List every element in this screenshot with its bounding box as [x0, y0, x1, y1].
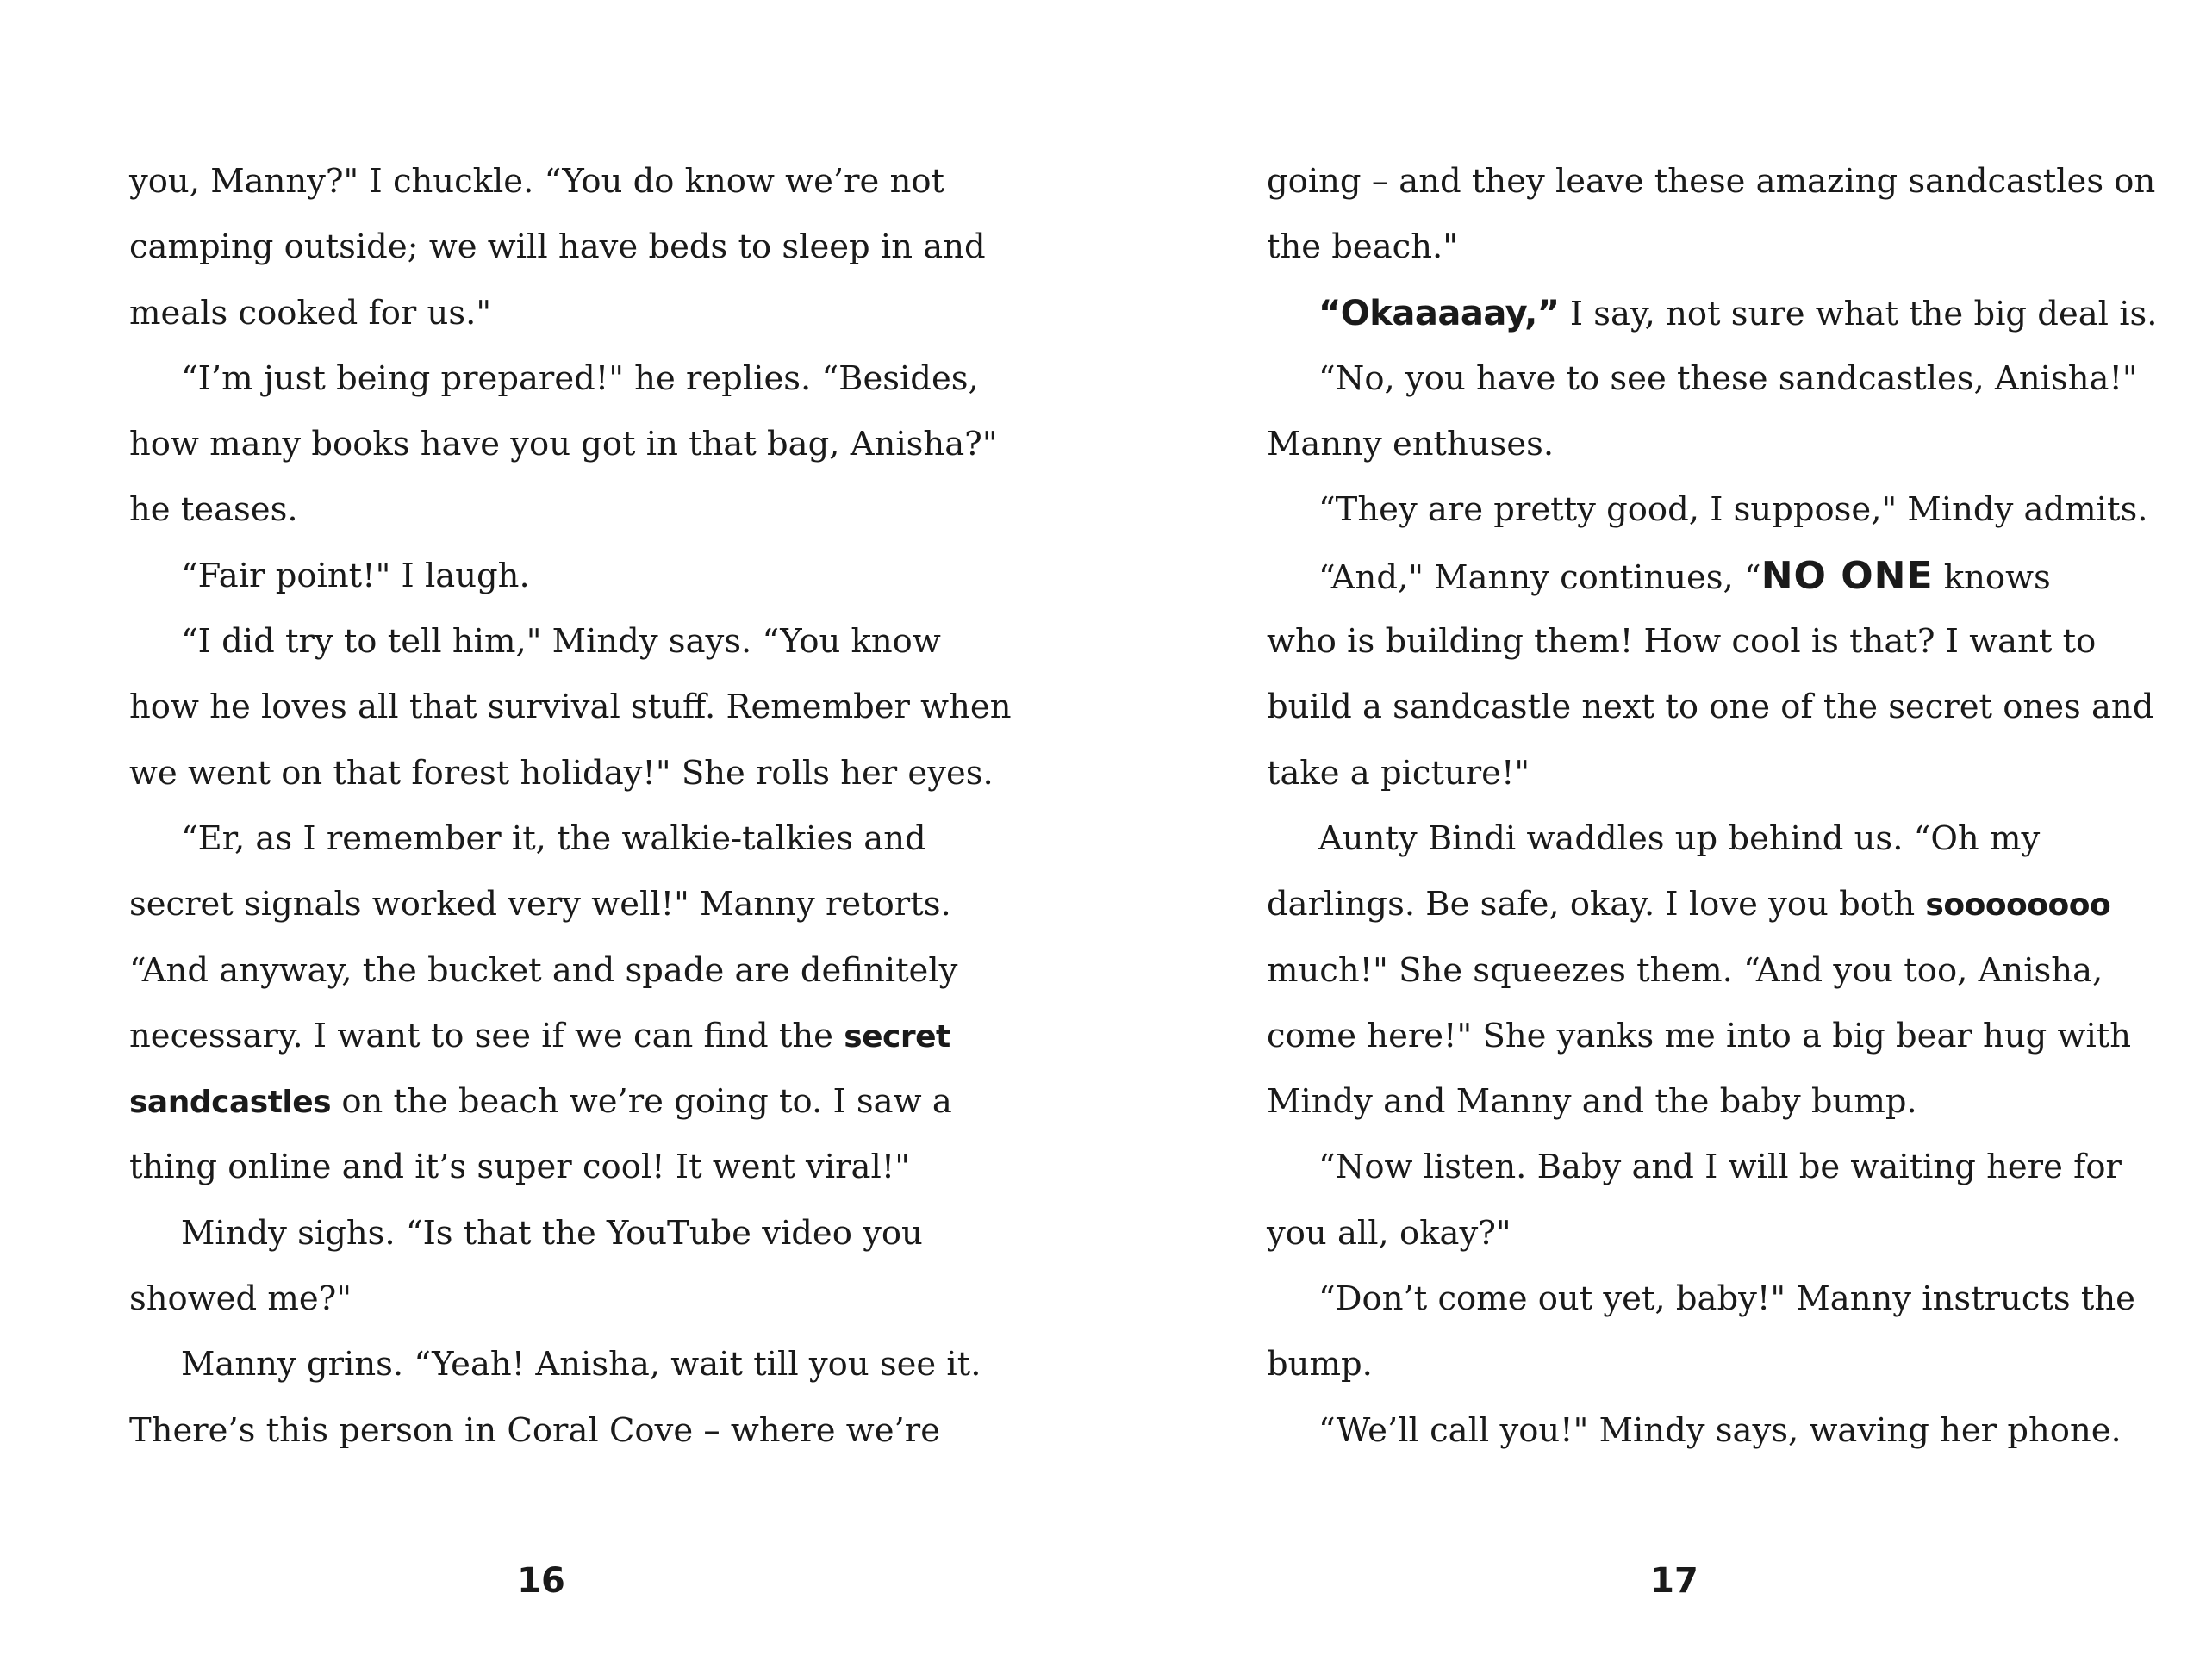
text-line	[129, 229, 991, 295]
body-text: take a picture!"	[1267, 753, 1530, 793]
body-text: he teases.	[129, 490, 298, 530]
body-text: There’s this person in Coral Cove – where we’re	[129, 1410, 940, 1450]
body-text: Mindy and Manny and the baby bump.	[1267, 1082, 1917, 1122]
body-text: Aunty Bindi waddles up behind us. “Oh my	[1318, 818, 2041, 858]
text-line	[1267, 753, 2128, 821]
text-line	[1267, 950, 2128, 1018]
text-line	[129, 425, 998, 492]
body-text: “We’ll call you!" Mindy says, waving her phone.	[1318, 1410, 2122, 1450]
text-line	[1267, 358, 2138, 426]
body-text: much!" She squeezes them. “And you too, Anisha,	[1267, 950, 2103, 990]
text-line	[129, 293, 991, 361]
text-line	[1267, 490, 2148, 557]
body-text: who is building them! How cool is that? I want to	[1267, 622, 2097, 662]
text-line	[129, 1410, 991, 1478]
body-text: “I’m just being prepared!" he replies. “Besides,	[181, 358, 979, 398]
body-text: you all, okay?"	[1267, 1213, 1511, 1253]
body-text: necessary. I want to see if we can find the	[129, 1016, 844, 1055]
text-line	[1267, 293, 2158, 361]
left-page-body	[129, 162, 1012, 1478]
body-text: knows	[1933, 557, 2051, 597]
body-text: come here!" She yanks me into a big bear hug with	[1267, 1016, 2132, 1055]
page-number-right: 17	[1650, 1561, 1698, 1601]
text-line	[129, 1084, 991, 1149]
text-line	[129, 688, 1012, 755]
body-text: “Now listen. Baby and I will be waiting here for	[1318, 1148, 2122, 1187]
text-line	[1267, 229, 2128, 295]
body-text: going – and they leave these amazing sandcastles on	[1267, 162, 2156, 201]
emphasis-text: soooooooo	[1925, 887, 2111, 924]
body-text: darlings. Be safe, okay. I love you both	[1267, 885, 1926, 924]
body-text: camping outside; we will have beds to sleep in and	[129, 227, 986, 267]
text-line	[129, 1347, 991, 1412]
emphasis-text: NO ONE	[1760, 553, 1934, 598]
text-line	[129, 492, 991, 557]
text-line	[129, 1149, 991, 1215]
body-text: Manny enthuses.	[1267, 425, 1555, 464]
body-text: “I did try to tell him," Mindy says. “You know	[181, 622, 941, 662]
body-text: “Don’t come out yet, baby!" Manny instructs the	[1318, 1279, 2135, 1319]
body-text: thing online and it’s super cool! It went viral!"	[129, 1148, 910, 1187]
body-text: the beach."	[1267, 227, 1458, 267]
body-text: “They are pretty good, I suppose," Mindy admits.	[1318, 490, 2148, 530]
text-line	[1267, 1410, 2128, 1478]
right-page-body	[1267, 162, 2158, 1478]
text-line	[129, 950, 991, 1018]
body-text: I say, not sure what the big deal is.	[1559, 294, 2158, 333]
text-line	[1267, 1016, 2132, 1084]
text-line	[129, 358, 991, 426]
text-line	[129, 1281, 991, 1347]
body-text: you, Manny?" I chuckle. “You do know we’re not	[129, 162, 945, 201]
text-line	[1267, 1347, 2128, 1412]
body-text: “Fair point!" I laugh.	[181, 556, 530, 595]
text-line	[129, 164, 991, 229]
emphasis-text: secret	[844, 1018, 950, 1055]
page-number-left: 16	[517, 1561, 565, 1601]
emphasis-text: sandcastles	[129, 1085, 332, 1121]
text-line	[1267, 1149, 2128, 1215]
text-line	[1267, 1279, 2135, 1347]
text-line	[1267, 818, 2128, 887]
text-line	[1267, 624, 2128, 689]
body-text: “Er, as I remember it, the walkie-talkies and	[181, 818, 926, 858]
text-line	[129, 818, 991, 887]
text-line	[1267, 426, 2128, 492]
body-text: Mindy sighs. “Is that the YouTube video you	[181, 1213, 923, 1253]
body-text: showed me?"	[129, 1279, 352, 1319]
body-text: on the beach we’re going to. I saw a	[331, 1082, 952, 1122]
body-text: we went on that forest holiday!" She rolls her eyes.	[129, 753, 994, 793]
text-line	[129, 624, 991, 689]
text-line	[129, 1213, 991, 1281]
body-text: Manny grins. “Yeah! Anisha, wait till you see it.	[181, 1345, 981, 1384]
text-line	[1267, 1084, 2128, 1149]
text-line	[1267, 688, 2154, 755]
body-text: “And," Manny continues, “	[1318, 557, 1761, 597]
body-text: “And anyway, the bucket and spade are definitely	[129, 950, 958, 990]
body-text: meals cooked for us."	[129, 293, 492, 333]
body-text: bump.	[1267, 1345, 1373, 1384]
text-line	[129, 1018, 991, 1084]
body-text: how many books have you got in that bag, Anisha?"	[129, 425, 998, 464]
text-line	[1267, 162, 2156, 229]
text-line	[1267, 1213, 2128, 1281]
text-line	[1267, 553, 2128, 624]
text-line	[129, 887, 991, 952]
text-line	[1267, 887, 2128, 952]
text-line	[129, 558, 991, 624]
body-text: secret signals worked very well!" Manny retorts.	[129, 885, 951, 924]
body-text: “No, you have to see these sandcastles, Anisha!"	[1318, 358, 2138, 398]
body-text: how he loves all that survival stuff. Remember when	[129, 688, 1012, 727]
text-line	[129, 753, 994, 821]
emphasis-text: “Okaaaaay,”	[1318, 293, 1560, 333]
body-text: build a sandcastle next to one of the secret ones and	[1267, 688, 2154, 727]
